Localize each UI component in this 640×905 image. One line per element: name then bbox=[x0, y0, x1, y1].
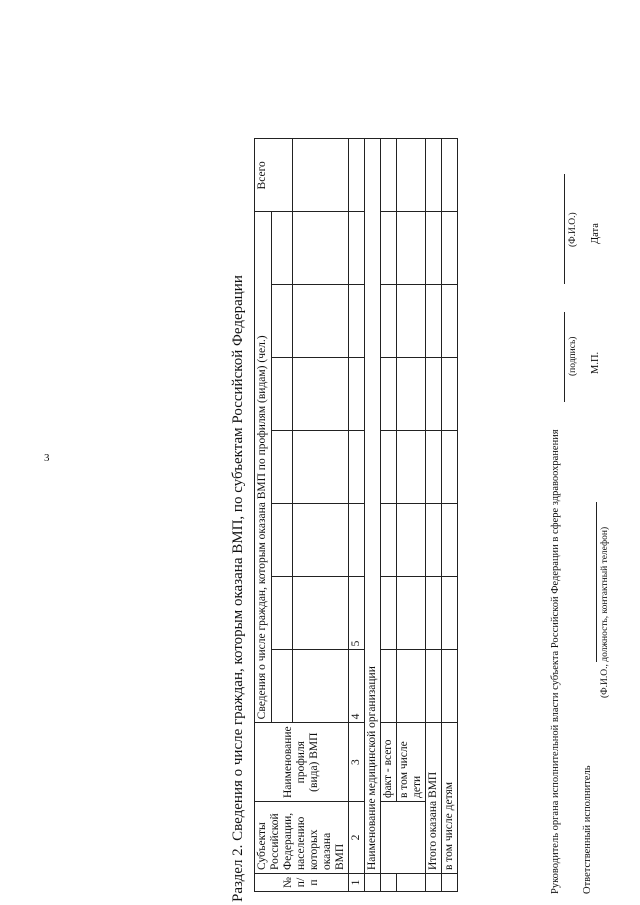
header-profile: Наименование профиля (вида) ВМП bbox=[255, 723, 349, 802]
fact-row bbox=[381, 139, 397, 892]
table-cell bbox=[381, 650, 397, 723]
column-numbers-row bbox=[349, 139, 365, 892]
table-cell bbox=[426, 577, 442, 650]
stamp-label: М.П. bbox=[590, 351, 601, 374]
table-cell bbox=[426, 285, 442, 358]
profile-cell bbox=[293, 285, 349, 358]
header-row-1 bbox=[255, 139, 272, 892]
table-cell bbox=[381, 874, 397, 892]
executor-label: Ответственный исполнитель bbox=[582, 765, 593, 894]
col-num-2: 2 bbox=[349, 802, 365, 874]
table-cell bbox=[442, 358, 458, 431]
table-cell bbox=[349, 139, 365, 212]
signature-line bbox=[564, 312, 565, 402]
table-cell bbox=[442, 139, 458, 212]
org-row bbox=[365, 139, 381, 892]
profile-cell bbox=[272, 650, 293, 723]
table-cell bbox=[365, 874, 381, 892]
table-cell bbox=[349, 285, 365, 358]
table-cell bbox=[397, 212, 426, 285]
total-children-row bbox=[442, 139, 458, 892]
vmp-table bbox=[254, 138, 458, 892]
table-cell bbox=[442, 650, 458, 723]
profile-cell bbox=[272, 212, 293, 285]
profile-cell bbox=[293, 650, 349, 723]
table-cell bbox=[397, 358, 426, 431]
profile-cell bbox=[272, 577, 293, 650]
profile-cell bbox=[293, 212, 349, 285]
table-cell bbox=[426, 874, 442, 892]
table-cell bbox=[442, 212, 458, 285]
total-label: Итого оказана ВМП bbox=[426, 723, 442, 874]
profile-cell bbox=[272, 358, 293, 431]
table-cell bbox=[381, 285, 397, 358]
table-cell bbox=[381, 504, 397, 577]
table-cell bbox=[349, 358, 365, 431]
total-row bbox=[426, 139, 442, 892]
profile-cell bbox=[293, 504, 349, 577]
date-label: Дата bbox=[590, 223, 601, 244]
table-cell bbox=[381, 577, 397, 650]
profile-cell bbox=[272, 504, 293, 577]
table-cell bbox=[349, 431, 365, 504]
table-cell bbox=[397, 504, 426, 577]
head-label: Руководитель органа исполнительной власти субъекта Российской Федерации в сфере здравоохранения bbox=[550, 429, 561, 894]
header-total: Всего bbox=[255, 139, 293, 212]
children-label: в том числе дети bbox=[397, 723, 426, 802]
signature-caption: (подпись) bbox=[568, 336, 578, 376]
header-subjects: Субъекты Российской Федерации, населению которых оказана ВМП bbox=[255, 802, 349, 874]
table-cell bbox=[426, 650, 442, 723]
profile-cell bbox=[293, 139, 349, 212]
fact-label: факт - всего bbox=[381, 723, 397, 802]
table-cell bbox=[426, 504, 442, 577]
table-cell bbox=[349, 504, 365, 577]
org-name-label: Наименование медицинской организации bbox=[365, 139, 381, 874]
table-cell bbox=[426, 212, 442, 285]
table-cell bbox=[426, 139, 442, 212]
table-cell bbox=[381, 802, 426, 874]
executor-caption: (Ф.И.О., должность, контактный телефон) bbox=[600, 526, 610, 698]
fio-caption: (Ф.И.О.) bbox=[568, 212, 578, 247]
table-cell bbox=[381, 212, 397, 285]
total-children-label: в том числе детям bbox=[442, 723, 458, 874]
table-cell bbox=[349, 212, 365, 285]
table-cell bbox=[442, 577, 458, 650]
table-cell bbox=[442, 874, 458, 892]
header-num: № п/п bbox=[255, 874, 349, 892]
children-row bbox=[397, 139, 426, 892]
fio-line bbox=[564, 174, 565, 284]
table-cell bbox=[426, 431, 442, 504]
profile-cell bbox=[272, 285, 293, 358]
table-cell bbox=[381, 139, 397, 212]
col-num-4: 4 bbox=[349, 650, 365, 723]
section-title: Раздел 2. Сведения о числе граждан, которым оказана ВМП, по субъектам Российской Федерации bbox=[230, 275, 246, 902]
table-cell bbox=[442, 504, 458, 577]
profile-cell bbox=[293, 577, 349, 650]
table-cell bbox=[397, 431, 426, 504]
rotated-page-content bbox=[230, 2, 640, 902]
page-number: 3 bbox=[44, 452, 50, 464]
col-num-1: 1 bbox=[349, 874, 365, 892]
table-cell bbox=[426, 358, 442, 431]
profile-cell bbox=[293, 431, 349, 504]
table-cell bbox=[397, 874, 426, 892]
table-cell bbox=[381, 431, 397, 504]
table-cell bbox=[397, 650, 426, 723]
col-num-5: 5 bbox=[349, 577, 365, 650]
table-cell bbox=[442, 431, 458, 504]
table-cell bbox=[397, 285, 426, 358]
profile-cell bbox=[272, 431, 293, 504]
header-info: Сведения о числе граждан, которым оказана ВМП по профилям (видам) (чел.) bbox=[255, 212, 272, 723]
table-cell bbox=[381, 358, 397, 431]
executor-line bbox=[596, 502, 597, 662]
col-num-3: 3 bbox=[349, 723, 365, 802]
table-cell bbox=[397, 577, 426, 650]
profile-cell bbox=[293, 358, 349, 431]
table-cell bbox=[442, 285, 458, 358]
table-cell bbox=[397, 139, 426, 212]
